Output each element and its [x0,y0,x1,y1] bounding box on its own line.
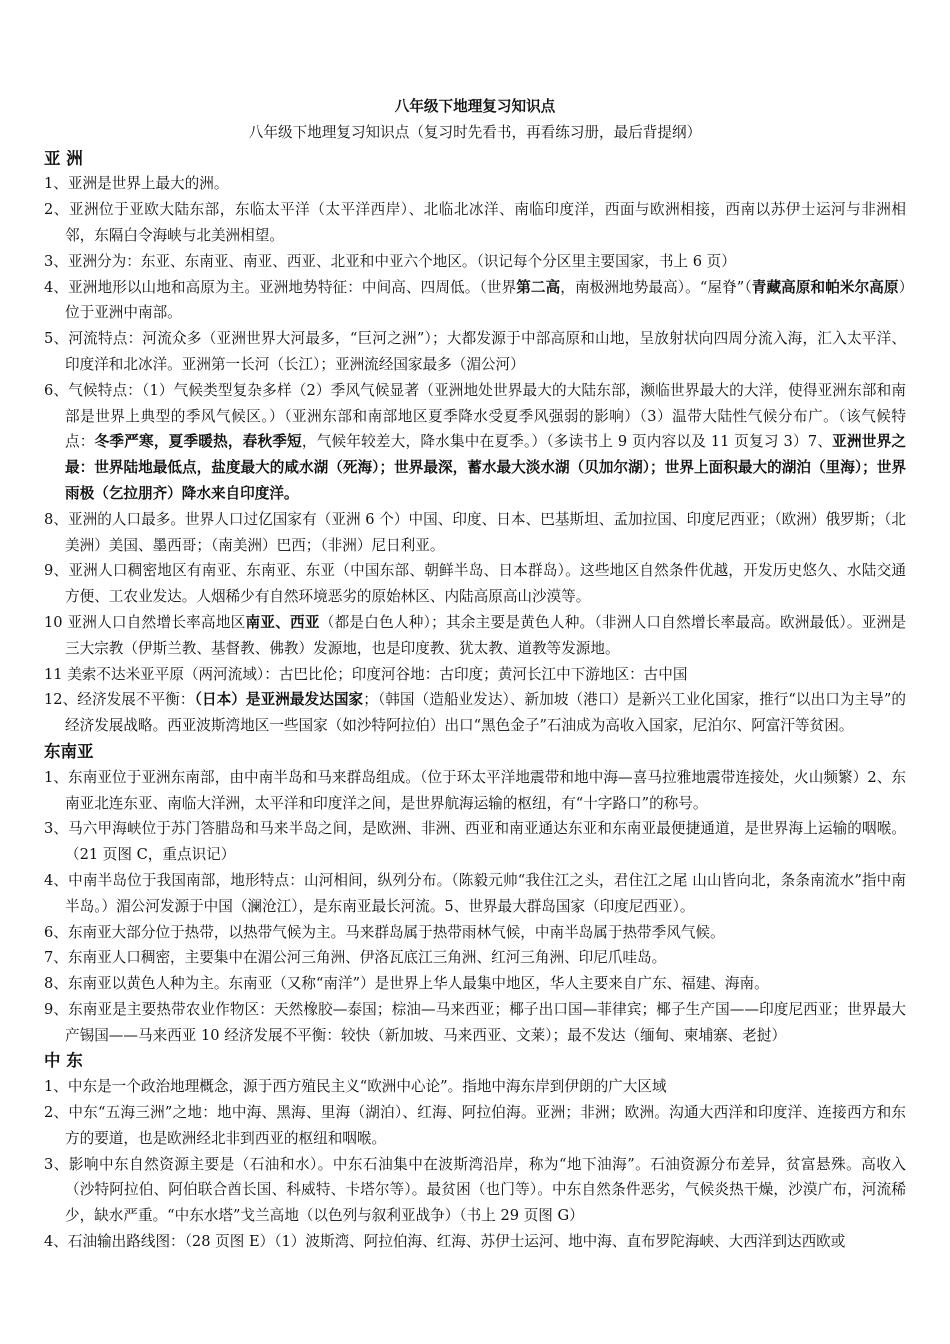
text-segment: （都是白色人种）；其余主要是黄色人种。（非洲人口自然增长率最高。欧洲最低）。亚洲是三大宗教（伊斯兰教、基督教、佛教）发源地，也是印度教、犹太教、道教等发源地。 [65,613,906,657]
text-segment: 4、中南半岛位于我国南部，地形特点：山河相间，纵列分布。（陈毅元帅“我住江之头，君住江之尾 山山皆向北，条条南流水”指中南半岛。）湄公河发源于中国（澜沧江），是东南亚最长河流。5、世界最大群岛国家（印度尼西亚）。 [44,871,906,915]
text-segment: 6、东南亚大部分位于热带，以热带气候为主。马来群岛属于热带雨林气候，中南半岛属于热带季风气候。 [44,923,725,941]
text-segment: 9、东南亚是主要热带农业作物区：天然橡胶—泰国；棕油—马来西亚；椰子出口国—菲律宾；椰子生产国——印度尼西亚；世界最大产锡国——马来西亚 10 经济发展不平衡：较快（新加坡、马来西亚、文莱）；最不发达（缅甸、柬埔寨、老挝） [44,1000,906,1044]
text-segment: 12、经济发展不平衡： [44,691,195,709]
bold-text: 冬季严寒，夏季暖热，春秋季短 [94,433,302,451]
list-item [44,610,906,662]
text-segment: ；（韩国（造船业发达）、新加坡（港口）是新兴工业化国家，推行“以出口为主导”的经济发展战略。西亚波斯湾地区一些国家（如沙特阿拉伯）出口“黑色金子”石油成为高收入国家，尼泊尔、阿富汗等贫困。 [65,691,907,735]
document-body [44,146,906,1255]
text-segment: 3、亚洲分为：东亚、东南亚、南亚、西亚、北亚和中亚六个地区。（识记每个分区里主要国家，书上 6 页） [44,252,736,270]
bold-text: 南亚、西亚 [245,613,320,631]
list-item [44,326,906,378]
list-item [44,1074,906,1100]
list-item [44,507,906,559]
bold-text: 第二高 [516,278,561,296]
text-segment: 4、亚洲地形以山地和高原为主。亚洲地势特征：中间高、四周低。（世界 [44,278,517,296]
list-item [44,378,906,507]
text-segment: 1、亚洲是世界上最大的洲。 [44,175,229,193]
list-item [44,765,906,817]
text-segment: 7、东南亚人口稠密，主要集中在湄公河三角洲、伊洛瓦底江三角洲、红河三角洲、印尼爪哇岛。 [44,949,667,967]
list-item [44,171,906,197]
section-heading: 中 东 [44,1051,83,1071]
list-item [44,249,906,275]
list-item [44,997,906,1049]
list-item [44,1100,906,1152]
text-segment: ，南极洲地势最高）。“屋脊”（ [560,278,752,296]
list-item [44,687,906,739]
text-segment: 9、亚洲人口稠密地区有南亚、东南亚、东亚（中国东部、朝鲜半岛、日本群岛）。这些地区自然条件优越，开发历史悠久、水陆交通方便、工农业发达。人烟稀少有自然环境恶劣的原始林区、内陆高原高山沙漠等。 [44,562,906,606]
list-item [44,945,906,971]
document-subtitle: 八年级下地理复习知识点（复习时先看书，再看练习册，最后背提纲） [248,123,702,141]
list-item [44,1152,906,1229]
list-item [44,1229,906,1255]
list-item [44,558,906,610]
text-segment: 8、亚洲的人口最多。世界人口过亿国家有（亚洲 6 个）中国、印度、日本、巴基斯坦、孟加拉国、印度尼西亚；（欧洲）俄罗斯；（北美洲）美国、墨西哥；（南美洲）巴西；（非洲）尼日利亚。 [44,510,906,554]
list-item [44,275,906,327]
list-item [44,662,906,688]
bold-text: 青藏高原和帕米尔高原 [751,278,899,296]
list-item [44,920,906,946]
document-title: 八年级下地理复习知识点 [394,98,556,115]
list-item [44,971,906,997]
list-item [44,816,906,868]
text-segment: 8、东南亚以黄色人种为主。东南亚（又称“南洋”）是世界上华人最集中地区，华人主要来自广东、福建、海南。 [44,975,769,993]
text-segment: 3、马六甲海峡位于苏门答腊岛和马来半岛之间，是欧洲、非洲、西亚和南亚通达东亚和东南亚最便捷通道，是世界海上运输的咽喉。（21 页图 C，重点识记） [44,820,906,864]
text-segment: 6、气候特点：（1）气候类型复杂多样（2）季风气候显著（亚洲地处世界最大的大陆东部，濒临世界最大的大洋，使得亚洲东部和南部是世界上典型的季风气候区。）（亚洲东部和南部地区夏季降水受夏季风强弱的影响）（3）温带大陆性气候分布广。（该气候特点： [44,381,906,451]
text-segment: 11 美索不达米亚平原（两河流域）：古巴比伦；印度河谷地：古印度；黄河长江中下游地区：古中国 [44,665,688,683]
text-segment: 10 亚洲人口自然增长率高地区 [44,613,246,631]
bold-text: （日本）是亚洲最发达国家 [194,691,364,709]
text-segment: 3、影响中东自然资源主要是（石油和水）。中东石油集中在波斯湾沿岸，称为“地下油海”。石油资源分布差异，贫富悬殊。高收入（沙特阿拉伯、阿伯联合酋长国、科威特、卡塔尔等）。最贫困（也门等）。中东自然条件恶劣，气候炎热干燥，沙漠广布，河流稀少，缺水严重。“中东水塔”戈兰高地（以色列与叙利亚战争）（书上 29 页图 G） [44,1155,906,1225]
bold-text: 亚洲世界之最：世界陆地最低点，盐度最大的咸水湖（死海）；世界最深，蓄水最大淡水湖（贝加尔湖）；世界上面积最大的湖泊（里海）；世界雨极（乞拉朋齐）降水来自印度洋。 [65,433,906,502]
text-segment: ，气候年较差大，降水集中在夏季。）（多读书上 9 页内容以及 11 页复习 3）7、 [301,433,833,451]
list-item [44,197,906,249]
text-segment: 1、东南亚位于亚洲东南部，由中南半岛和马来群岛组成。（位于环太平洋地震带和地中海—喜马拉雅地震带连接处，火山频繁）2、东南亚北连东亚、南临大洋洲，太平洋和印度洋之间，是世界航海运输的枢纽，有“十字路口”的称号。 [44,768,906,812]
list-item [44,868,906,920]
section-heading: 亚 洲 [44,148,83,168]
text-segment: 4、石油输出路线图：（28 页图 E）（1）波斯湾、阿拉伯海、红海、苏伊士运河、地中海、直布罗陀海峡、大西洋到达西欧或 [44,1233,846,1251]
text-segment: 5、河流特点：河流众多（亚洲世界大河最多，“巨河之洲”）；大都发源于中部高原和山地，呈放射状向四周分流入海，汇入太平洋、印度洋和北冰洋。亚洲第一长河（长江）；亚洲流经国家最多（湄公河） [44,330,906,373]
text-segment: ）位于亚洲中南部。 [65,278,906,322]
text-segment: 2、中东“五海三洲”之地：地中海、黑海、里海（湖泊）、红海、阿拉伯海。亚洲；非洲；欧洲。沟通大西洋和印度洋、连接西方和东方的要道，也是欧洲经北非到西亚的枢纽和咽喉。 [44,1104,906,1147]
text-segment: 1、中东是一个政治地理概念，源于西方殖民主义“欧洲中心论”。指地中海东岸到伊朗的广大区域 [44,1078,667,1096]
section-heading: 东南亚 [44,741,94,761]
text-segment: 2、亚洲位于亚欧大陆东部，东临太平洋（太平洋西岸）、北临北冰洋、南临印度洋，西面与欧洲相接，西南以苏伊士运河与非洲相邻，东隔白令海峡与北美洲相望。 [44,201,906,244]
